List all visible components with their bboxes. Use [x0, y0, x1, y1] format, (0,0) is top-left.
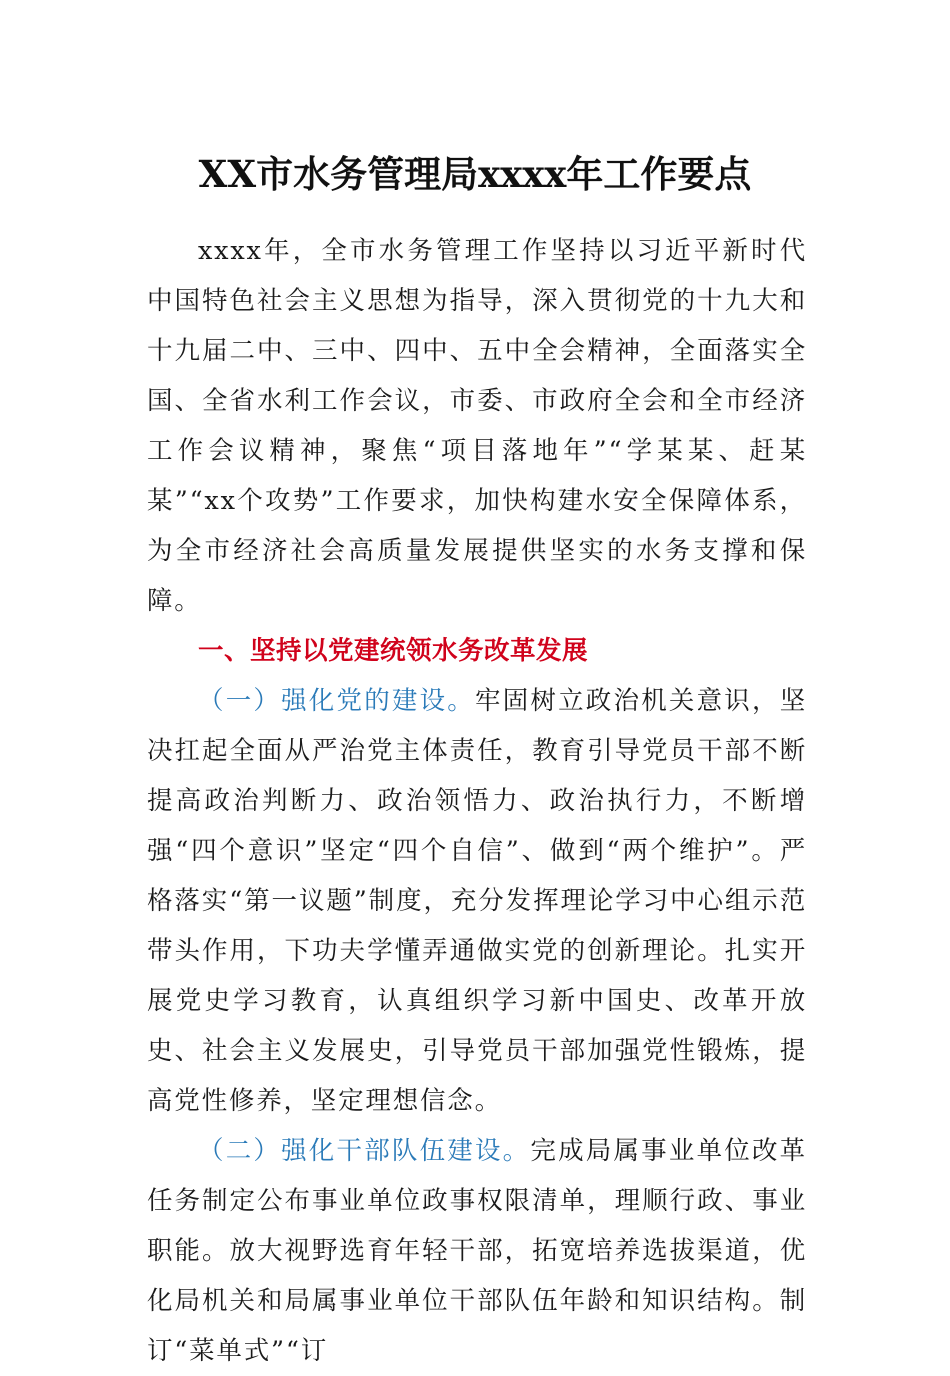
document-body — [147, 226, 807, 1376]
subsection-heading: （二）强化干部队伍建设。 — [198, 1136, 531, 1166]
subsection-text: 完成局属事业单位改革任务制定公布事业单位政事权限清单，理顺行政、事业职能。放大视野选育年轻干部，拓宽培养选拔渠道，优化局机关和局属事业单位干部队伍年龄和知识结构。制订“菜单式”“订 — [147, 1136, 807, 1366]
section-heading: 一、坚持以党建统领水务改革发展 — [198, 636, 589, 666]
document-title: XX市水务管理局xxxx年工作要点 — [198, 152, 752, 196]
subsection-paragraph — [147, 1126, 807, 1376]
subsection-text: 牢固树立政治机关意识，坚决扛起全面从严治党主体责任，教育引导党员干部不断提高政治判断力、政治领悟力、政治执行力，不断增强“四个意识”坚定“四个自信”、做到“两个维护”。严格落实“第一议题”制度，充分发挥理论学习中心组示范带头作用，下功夫学懂弄通做实党的创新理论。扎实开展党史学习教育，认真组织学习新中国史、改革开放史、社会主义发展史，引导党员干部加强党性锻炼，提高党性修养，坚定理想信念。 — [147, 686, 807, 1116]
intro-paragraph: xxxx年，全市水务管理工作坚持以习近平新时代中国特色社会主义思想为指导，深入贯彻党的十九大和十九届二中、三中、四中、五中全会精神，全面落实全国、全省水利工作会议，市委、市政府全会和全市经济工作会议精神，聚焦“项目落地年”“学某某、赶某某”“xx个攻势”工作要求，加快构建水安全保障体系，为全市经济社会高质量发展提供坚实的水务支撑和保障。 — [147, 236, 807, 616]
subsection-heading: （一）强化党的建设。 — [198, 686, 475, 716]
subsection-paragraph — [147, 676, 807, 1126]
